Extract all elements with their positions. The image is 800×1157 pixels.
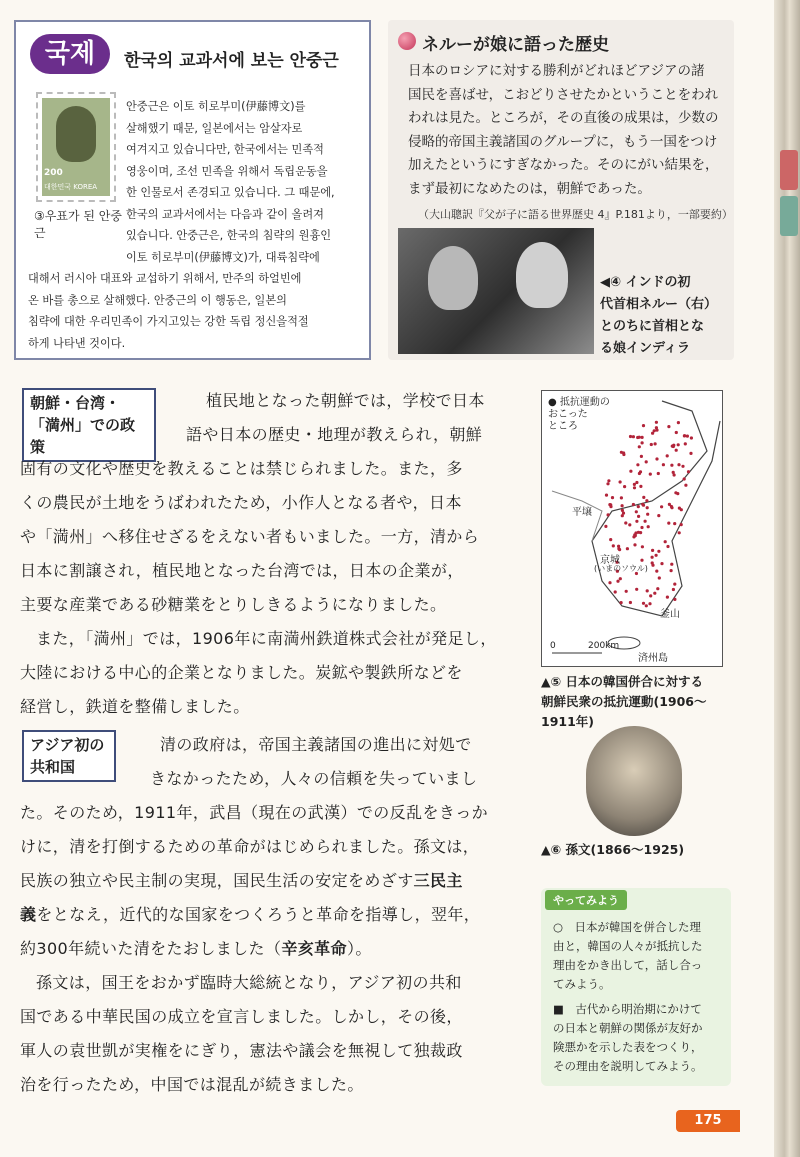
text-line: われは見た。ところが，その直後の成果は，少数の [408, 110, 719, 126]
resistance-dot [680, 508, 683, 511]
text-line: ■ 古代から明治期にかけて [553, 1002, 702, 1016]
resistance-dot [635, 510, 638, 513]
resistance-dot [639, 485, 642, 488]
term-xinhai: 辛亥革命 [281, 939, 347, 958]
resistance-dot [636, 463, 639, 466]
text-line: 대해서 러시아 대표와 교섭하기 위해서, 만주의 하얼빈에 [28, 272, 302, 285]
resistance-dot [666, 596, 669, 599]
resistance-dot [646, 506, 649, 509]
text-span: ）。 [346, 939, 372, 958]
resistance-dot [660, 562, 663, 565]
person-shape [428, 246, 478, 310]
resistance-dot [621, 504, 624, 507]
resistance-dots [604, 421, 693, 608]
text-line: 孫文は，国王をおかず臨時大総統となり，アジア初の共和 [36, 973, 462, 992]
resistance-dot [608, 581, 611, 584]
sun-caption: ▲⑥ 孫文(1866〜1925) [541, 842, 685, 857]
resistance-dot [645, 460, 648, 463]
resistance-dot [638, 445, 641, 448]
resistance-dot [673, 598, 676, 601]
resistance-dot [648, 602, 651, 605]
resistance-dot [655, 421, 658, 424]
text-line: 침략에 대한 우리민족이 가지고있는 강한 독립 정신을적절 [28, 315, 309, 328]
stamp-value: 200 [44, 168, 63, 178]
resistance-dot [629, 470, 632, 473]
resistance-dot [662, 463, 665, 466]
resistance-dot [641, 441, 644, 444]
nehru-quote [408, 60, 726, 201]
resistance-dot [640, 455, 643, 458]
stamp-caption: ③우표가 된 안중근 [34, 209, 122, 240]
portrait-icon [56, 106, 96, 162]
resistance-dot [616, 580, 619, 583]
label-line: 「満州」での政策 [30, 416, 136, 456]
text-line: けに，清を打倒するための革命がはじめられました。孫文は， [20, 837, 480, 856]
text-line: 大陸における中心的企業となりました。炭鉱や製鉄所などを [20, 663, 463, 682]
resistance-dot [670, 563, 673, 566]
nehru-source: （大山聰訳『父が子に語る世界歴史 4』P.181より，一部要約） [418, 208, 733, 221]
resistance-dot [633, 543, 636, 546]
try-item-1 [553, 918, 725, 994]
resistance-dot [609, 503, 612, 506]
text-line: てみよう。 [553, 977, 611, 991]
resistance-dot [655, 570, 658, 573]
legend-line: ● 抵抗運動の [548, 397, 610, 408]
resistance-dot [645, 604, 648, 607]
resistance-dot [666, 545, 669, 548]
city-keijo: 京城 [600, 555, 620, 566]
text-line: 한국의 교과서에서는 다음과 같이 올려져 [126, 207, 324, 221]
resistance-dot [632, 503, 635, 506]
resistance-dot [675, 449, 678, 452]
resistance-dot [635, 588, 638, 591]
try-item-2 [553, 1000, 725, 1076]
nehru-photo [398, 228, 594, 354]
nehru-title: ネルーが娘に語った歴史 [422, 35, 609, 55]
text-line [20, 932, 372, 966]
term-sanmin-end: 義 [20, 905, 37, 924]
resistance-dot [657, 550, 660, 553]
term-sanmin: 三民主 [413, 871, 463, 890]
stamp-country: 대한민국 KOREA [44, 183, 98, 191]
text-line: 経営し，鉄道を整備しました。 [20, 697, 250, 716]
stamp-image [36, 92, 116, 202]
text-line: 온 바를 총으로 살해했다. 안중근의 이 행동은, 일본의 [28, 293, 287, 307]
resistance-dot [686, 435, 689, 438]
resistance-dot [617, 545, 620, 548]
resistance-dot [672, 471, 675, 474]
resistance-dot [684, 442, 687, 445]
text-line: 国である中華民国の成立を宣言しました。しかし，その後， [20, 1007, 463, 1026]
text-line: 軍人の袁世凱が実権をにぎり，憲法や議会を無視して独裁政 [20, 1041, 463, 1060]
resistance-dot [606, 482, 609, 485]
page-edge [774, 0, 800, 1157]
scale-km: 200km [588, 641, 620, 651]
resistance-dot [671, 445, 674, 448]
person-shape [516, 242, 568, 308]
resistance-dot [635, 520, 638, 523]
resistance-dot [655, 554, 658, 557]
legend-line: おこった [548, 409, 588, 420]
resistance-dot [658, 576, 661, 579]
text-line: 살해했기 때문, 일본에서는 암살자로 [126, 121, 303, 135]
text-line: 主要な産業である砂糖業をとりしきるようになりました。 [20, 595, 447, 614]
resistance-dot [654, 442, 657, 445]
text-span: をとなえ，近代的な国家をつくろうと革命を指導し，翌年， [36, 905, 481, 924]
text-line: 있습니다. 안중근은, 한국의 침략의 원흉인 [126, 229, 332, 242]
resistance-dot [681, 465, 684, 468]
resistance-dot [623, 485, 626, 488]
resistance-dot [660, 505, 663, 508]
text-line: 清の政府は，帝国主義諸国の進出に対処で [160, 735, 472, 754]
resistance-dot [619, 480, 622, 483]
resistance-dot [640, 559, 643, 562]
city-pyongyang: 平壌 [572, 507, 592, 518]
caption-line: る娘インディラ [600, 341, 690, 356]
page-number: 175 [676, 1110, 740, 1132]
resistance-dot [655, 457, 658, 460]
edge-tab [780, 196, 798, 236]
text-line: 理由をかき出して，話し合っ [553, 958, 703, 972]
text-line: 한 인물로서 존경되고 있습니다. 그 때문에, [126, 186, 335, 199]
resistance-dot [677, 463, 680, 466]
caption-line: 代首相ネルー（右） [600, 297, 718, 312]
caption-line: とのちに首相とな [600, 319, 705, 334]
resistance-dot [690, 436, 693, 439]
resistance-dot [683, 477, 686, 480]
city-busan: 釜山 [660, 609, 680, 620]
text-line: 由と，韓国の人々が抵抗した [553, 939, 703, 953]
resistance-dot [632, 435, 635, 438]
text-line [20, 864, 463, 898]
resistance-dot [611, 496, 614, 499]
resistance-dot [640, 526, 643, 529]
resistance-dot [664, 540, 667, 543]
resistance-dot [689, 452, 692, 455]
resistance-dot [629, 601, 632, 604]
resistance-dot [622, 512, 625, 515]
label-line: 朝鮮・台湾・ [30, 394, 121, 412]
resistance-dot [645, 499, 648, 502]
caption-line: 朝鮮民衆の抵抗運動(1906〜 [541, 694, 707, 709]
korea-title: 한국의 교과서에 보는 안중근 [124, 51, 339, 71]
resistance-dot [675, 431, 678, 434]
resistance-dot [628, 523, 631, 526]
resistance-dot [670, 505, 673, 508]
resistance-dot [646, 513, 649, 516]
resistance-dot [638, 472, 641, 475]
resistance-dot [637, 505, 640, 508]
text-line: 険悪かを示した表をつくり， [553, 1040, 703, 1054]
resistance-dot [641, 503, 644, 506]
resistance-dot [651, 561, 654, 564]
korea-resistance-map [541, 390, 723, 667]
resistance-dot [670, 464, 673, 467]
map-legend [548, 397, 610, 433]
label-line: 共和国 [30, 758, 76, 776]
resistance-dot [641, 436, 644, 439]
resistance-dot [684, 484, 687, 487]
resistance-dot [651, 556, 654, 559]
edge-tab [780, 150, 798, 190]
resistance-dot [620, 451, 623, 454]
resistance-dot [642, 424, 645, 427]
resistance-dot [604, 525, 607, 528]
resistance-dot [605, 494, 608, 497]
resistance-dot [674, 491, 677, 494]
resistance-dot [677, 443, 680, 446]
caption-line: ▲⑤ 日本の韓国併合に対する [541, 674, 704, 689]
resistance-dot [678, 531, 681, 534]
korea-body [126, 96, 362, 268]
scale-zero: 0 [550, 641, 556, 651]
text-line: まず最初になめたのは，朝鮮であった。 [408, 180, 651, 197]
caption-line: ◀④ インドの初 [600, 275, 691, 290]
text-line: 여겨지고 있습니다만, 한국에서는 민족적 [126, 143, 324, 156]
text-line: の日本と朝鮮の関係が友好か [553, 1021, 703, 1035]
resistance-dot [673, 522, 676, 525]
resistance-dot [633, 483, 636, 486]
resistance-dot [637, 515, 640, 518]
resistance-dot [687, 470, 690, 473]
resistance-dot [624, 521, 627, 524]
resistance-dot [620, 601, 623, 604]
section-label-colonial-policy [22, 388, 156, 462]
resistance-dot [649, 473, 652, 476]
resistance-dot [620, 496, 623, 499]
resistance-dot [666, 454, 669, 457]
resistance-dot [642, 496, 645, 499]
sun-yatsen-photo [586, 726, 682, 836]
text-line: 영웅이며, 조선 민족을 위해서 독립운동을 [126, 164, 328, 178]
resistance-dot [641, 545, 644, 548]
try-box [541, 888, 731, 1086]
city-jeju: 済州島 [638, 653, 668, 664]
text-line: 이토 히로부미(伊藤博文)가, 대륙침략에 [126, 250, 320, 264]
text-line: 안중근은 이토 히로부미(伊藤博文)를 [126, 100, 306, 113]
resistance-dot [667, 425, 670, 428]
resistance-dot [607, 479, 610, 482]
resistance-dot [657, 514, 660, 517]
resistance-dot [629, 435, 632, 438]
text-line: や「満州」へ移住せざるをえない者もいました。一方，清から [20, 527, 480, 546]
korea-tag: 국제 [30, 34, 110, 74]
label-line: アジア初の [30, 736, 105, 754]
resistance-dot [609, 538, 612, 541]
text-line: くの農民が土地をうばわれたため，小作人となる者や，日本 [20, 493, 462, 512]
resistance-dot [655, 426, 658, 429]
resistance-dot [642, 602, 645, 605]
text-line: 加えたというにすぎなかった。そのにがい結果を， [408, 157, 719, 173]
caption-line: 1911年) [541, 714, 595, 729]
resistance-dot [614, 590, 617, 593]
text-line: きなかったため，人々の信頼を失っていまし [150, 769, 478, 788]
resistance-dot [649, 594, 652, 597]
text-line: また，「満州」では，1906年に南満州鉄道株式会社が発足し， [36, 629, 497, 648]
resistance-dot [677, 421, 680, 424]
resistance-dot [683, 434, 686, 437]
resistance-dot [653, 592, 656, 595]
text-line: ○ 日本が韓国を併合した理 [553, 920, 702, 934]
text-span: 民族の独立や民主制の実現，国民生活の安定をめざす [20, 871, 414, 890]
resistance-dot [647, 525, 650, 528]
section-label-first-republic [22, 730, 116, 782]
resistance-dot [607, 513, 610, 516]
resistance-dot [650, 443, 653, 446]
try-label: やってみよう [545, 890, 627, 910]
resistance-dot [644, 520, 647, 523]
text-line: 侵略的帝国主義諸国のグループに，もう一国をつけ [408, 133, 718, 150]
text-line: た。そのため，1911年，武昌（現在の武漢）での反乱をきっか [20, 803, 489, 822]
text-line: 固有の文化や歴史を教えることは禁じられました。また，多 [20, 459, 463, 478]
text-span: 約300年続いた清をたおしました（ [20, 939, 282, 958]
city-seoul-note: (いまのソウル) [594, 564, 648, 573]
resistance-dot [619, 577, 622, 580]
resistance-dot [667, 522, 670, 525]
text-line: 植民地となった朝鮮では，学校で日本 [206, 391, 485, 410]
resistance-dot [636, 436, 639, 439]
resistance-dot [633, 486, 636, 489]
resistance-dot [653, 429, 656, 432]
map-caption [541, 672, 741, 732]
stamp-inner [42, 98, 110, 196]
resistance-dot [632, 535, 635, 538]
resistance-dot [612, 544, 615, 547]
resistance-dot [680, 523, 683, 526]
resistance-dot [625, 590, 628, 593]
resistance-dot [657, 472, 660, 475]
text-line: 語や日本の歴史・地理が教えられ，朝鮮 [186, 425, 483, 444]
resistance-dot [672, 588, 675, 591]
nehru-caption [600, 272, 730, 360]
nehru-column-box [388, 20, 734, 360]
legend-line: ところ [548, 421, 578, 432]
text-line: 治を行ったため，中国では混乱が続きました。 [20, 1075, 364, 1094]
korea-column-box [14, 20, 371, 360]
resistance-dot [651, 549, 654, 552]
bullet-icon [398, 32, 416, 50]
text-line: 日本のロシアに対する勝利がどれほどアジアの諸 [408, 63, 705, 79]
resistance-dot [626, 547, 629, 550]
resistance-dot [673, 583, 676, 586]
text-line: 国民を喜ばせ，こおどりさせたかということをわれ [408, 86, 719, 103]
resistance-dot [646, 589, 649, 592]
korea-body-cont [28, 268, 362, 354]
resistance-dot [639, 531, 642, 534]
text-line [20, 898, 480, 932]
text-line: その理由を説明してみよう。 [553, 1059, 703, 1073]
text-line: 하게 나타낸 것이다. [28, 336, 126, 350]
resistance-dot [656, 587, 659, 590]
text-line: 日本に割譲され，植民地となった台湾では，日本の企業が， [20, 561, 464, 580]
resistance-dot [670, 569, 673, 572]
